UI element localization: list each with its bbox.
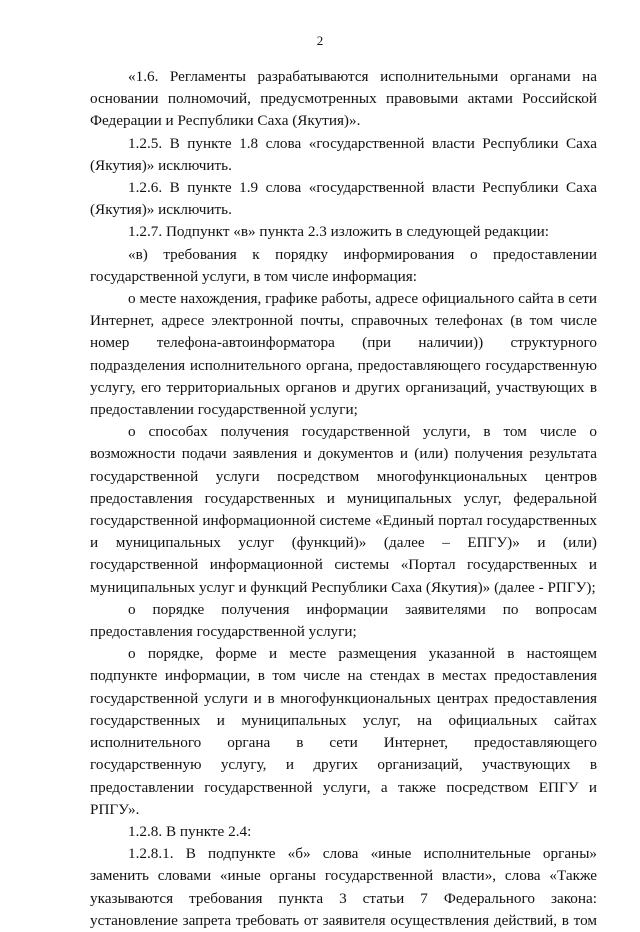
page-number: 2 (316, 33, 324, 48)
paragraph-1-2-8-1: 1.2.8.1. В подпункте «б» слова «иные исполнительные органы» заменить словами «иные органы государственной власти», слова «Также указываются требования пункта 3 статьи 7 Федерального закона: установление запрета требовать от заявителя осуществления действий, в том (90, 845, 597, 929)
paragraph-1-6-regulations: «1.6. Регламенты разрабатываются исполнительными органами на основании полномочий, предусмотренных правовыми актами Российской Федерации и Республики Саха (Якутия)». (90, 68, 597, 130)
paragraph-1-2-5: 1.2.5. В пункте 1.8 слова «государственной власти Республики Саха (Якутия)» исключить. (90, 134, 597, 174)
paragraph-placement-procedure: о порядке, форме и месте размещения указанной в настоящем подпункте информации, в том числе на стендах в местах предоставления государственной услуги и в многофункциональных центрах предоставления государственных и муниципальных услуг, на официальных сайтах исполнительного органа в сети Интернет, предоставляющего государственную услугу, и других организаций, участвующих в предоставлении государственной услуги, а также посредством ЕПГУ и РПГУ». (90, 645, 597, 818)
paragraph-1-2-8: 1.2.8. В пункте 2.4: (128, 822, 252, 840)
paragraph-subitem-v: «в) требования к порядку информирования о предоставлении государственной услуги, в том числе информация: (90, 245, 597, 285)
paragraph-service-methods: о способах получения государственной услуги, в том числе о возможности подачи заявления и документов и (или) получения результата государственной услуги посредством многофункциональных центров предоставления государственных и муниципальных услуг, федеральной государственной информационной системе «Единый портал государственных и муниципальных услуг (функций)» (далее – ЕПГУ)» и (или) государственной информационной системы «Портал государственных и муниципальных услуг и функций Республики Саха (Якутия)» (далее - РПГУ); (90, 423, 597, 596)
paragraph-info-procedure: о порядке получения информации заявителями по вопросам предоставления государственной услуги; (90, 600, 597, 641)
paragraph-1-2-6: 1.2.6. В пункте 1.9 слова «государственной власти Республики Саха (Якутия)» исключить. (90, 179, 597, 219)
paragraph-location-info: о месте нахождения, графике работы, адресе официального сайта в сети Интернет, адресе электронной почты, справочных телефонах (в том числе номер телефона-автоинформатора (при наличии)) структурного подразделения исполнительного органа, предоставляющего государственную услугу, его территориальных органов и других организаций, участвующих в предоставлении государственной услуги; (90, 290, 597, 419)
paragraph-1-2-7: 1.2.7. Подпункт «в» пункта 2.3 изложить в следующей редакции: (128, 223, 549, 241)
document-body (90, 66, 597, 932)
